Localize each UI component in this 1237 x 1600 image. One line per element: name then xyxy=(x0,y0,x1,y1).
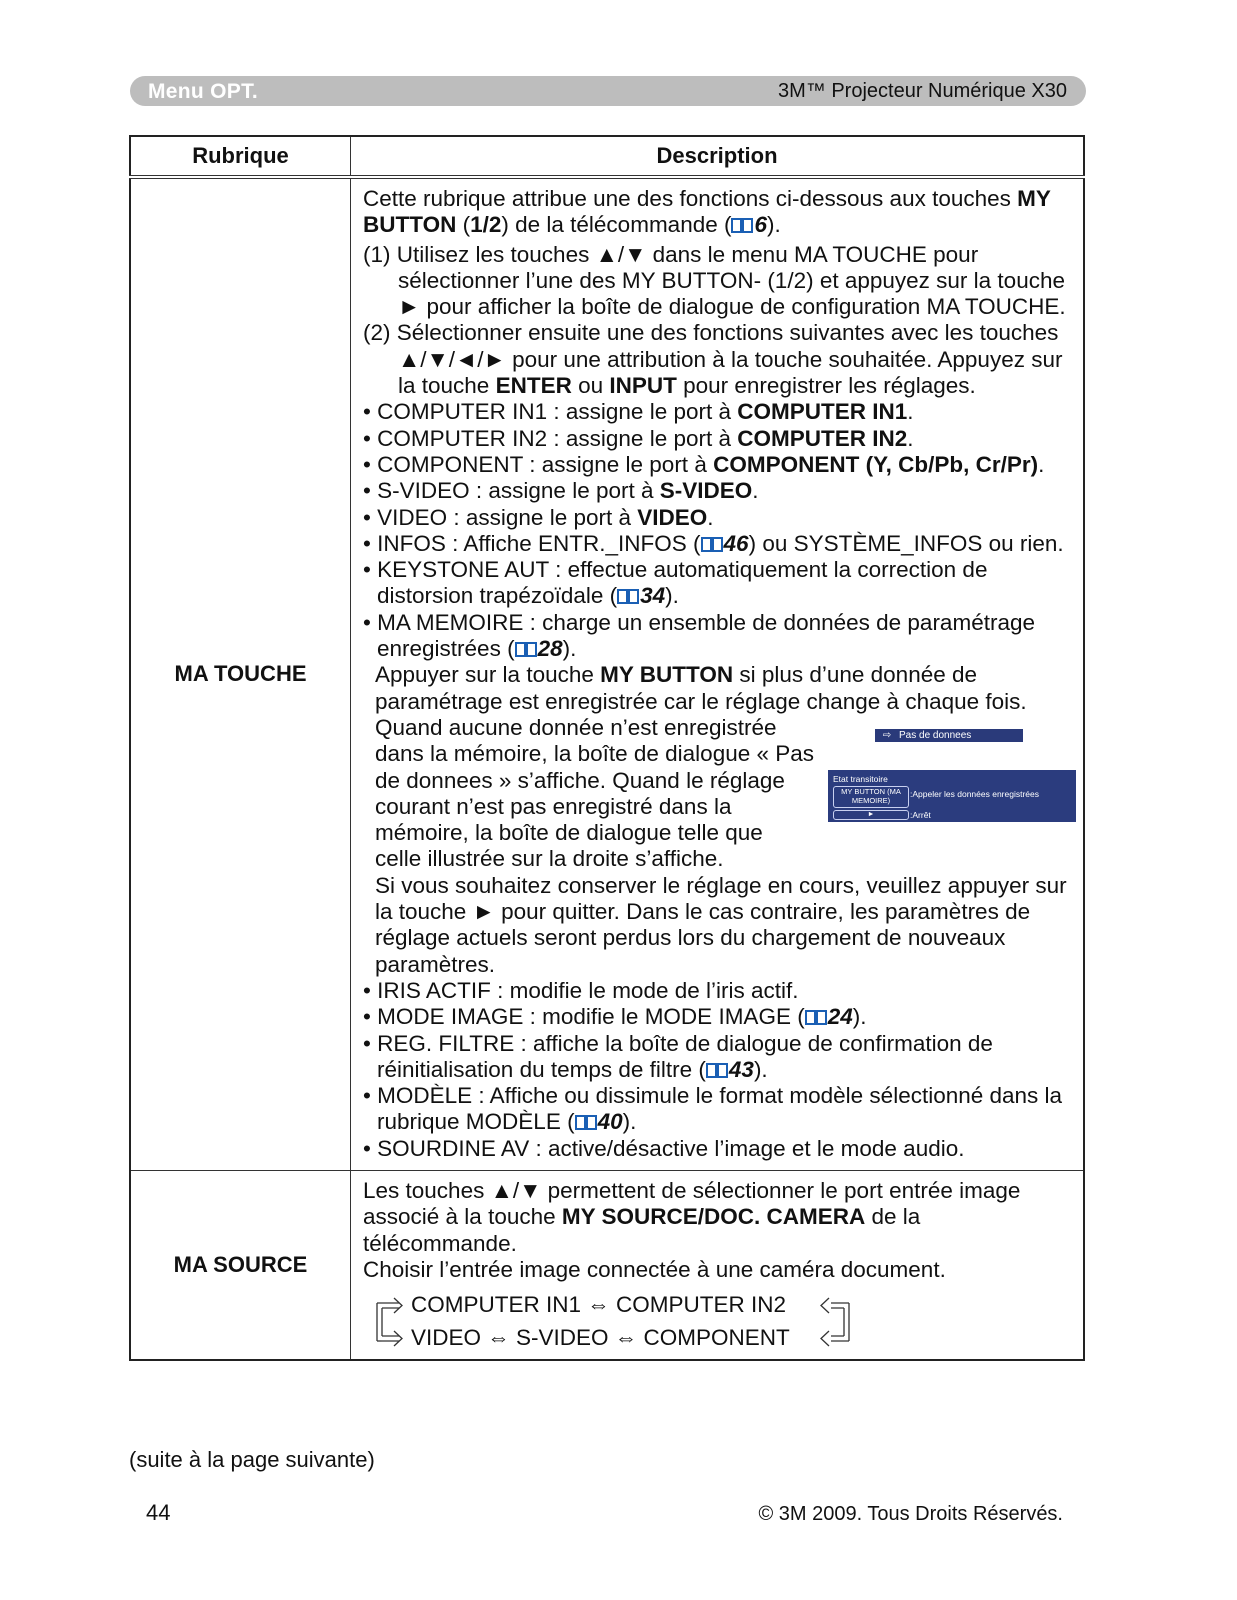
enter-arrow-icon: ⇨ xyxy=(882,729,892,741)
list-item: • COMPUTER IN1 : assigne le port à COMPUTER IN1. xyxy=(363,399,914,425)
list-item: • SOURDINE AV : active/désactive l’image et le mode audio. xyxy=(363,1135,965,1161)
page-reference[interactable]: 28 xyxy=(515,636,563,661)
transitional-state-dialog xyxy=(828,770,1076,822)
list-item: • REG. FILTRE : affiche la boîte de dialogue de confirmation de réinitialisation du temps de filtre ( 43). xyxy=(363,1030,993,1082)
page-reference[interactable]: 6 xyxy=(731,212,767,237)
cycle-line-1: COMPUTER IN1 ⇔ COMPUTER IN2 xyxy=(411,1292,787,1318)
list-item: • VIDEO : assigne le port à VIDEO. xyxy=(363,504,714,530)
right-key: ► xyxy=(833,810,909,820)
list-item: • IRIS ACTIF : modifie le mode de l’iris actif. xyxy=(363,977,799,1003)
column-header-description: Description xyxy=(351,136,1085,177)
memory-dialog-block xyxy=(363,715,1073,873)
list-item: • COMPONENT : assigne le port à COMPONENT (Y, Cb/Pb, Cr/Pr). xyxy=(363,451,1045,477)
list-item: • S-VIDEO : assigne le port à S-VIDEO. xyxy=(363,478,759,504)
page-reference[interactable]: 43 xyxy=(706,1057,754,1082)
list-item: • MODE IMAGE : modifie le MODE IMAGE ( 24). xyxy=(363,1004,867,1030)
description-ma-source xyxy=(351,1170,1085,1360)
page-number: 44 xyxy=(146,1500,171,1525)
list-item: • INFOS : Affiche ENTR._INFOS ( 46) ou SYSTÈME_INFOS ou rien. xyxy=(363,530,1064,556)
dialog-label: :Appeler les données enregistrées xyxy=(910,788,1039,799)
list-item: • MA MEMOIRE : charge un ensemble de données de paramétrage enregistrées ( 28). xyxy=(363,609,1035,662)
manual-book-icon xyxy=(575,1114,597,1131)
page-reference[interactable]: 40 xyxy=(575,1109,623,1134)
my-button-key: MY BUTTON (MA MEMOIRE) xyxy=(833,786,909,808)
table-row xyxy=(130,177,1084,1170)
cycle-line-2: VIDEO ⇔ S-VIDEO ⇔ COMPONENT xyxy=(411,1325,790,1351)
page-reference[interactable]: 46 xyxy=(701,531,749,556)
column-header-rubrique: Rubrique xyxy=(130,136,351,177)
list-item: • COMPUTER IN2 : assigne le port à COMPUTER IN2. xyxy=(363,425,914,451)
list-item: • KEYSTONE AUT : effectue automatiquement la correction de distorsion trapézoïdale ( 34). xyxy=(363,557,988,609)
source-cycle-diagram xyxy=(363,1289,1073,1351)
memory-paragraph: Appuyer sur la touche MY BUTTON si plus d’une donnée de paramétrage est enregistrée car le réglage change à chaque fois. xyxy=(375,662,1027,714)
page-reference[interactable]: 34 xyxy=(617,583,665,608)
rubrique-ma-source: MA SOURCE xyxy=(130,1170,351,1360)
copyright: © 3M 2009. Tous Droits Réservés. xyxy=(758,1503,1063,1525)
manual-book-icon xyxy=(706,1062,728,1079)
page-reference[interactable]: 24 xyxy=(805,1004,853,1029)
dialog-title: Etat transitoire xyxy=(833,773,888,784)
intro-paragraph: Cette rubrique attribue une des fonctions ci-dessous aux touches MY BUTTON (1/2) de la télécommande ( 6). xyxy=(363,186,1051,238)
manual-book-icon xyxy=(701,536,723,553)
source-paragraph: Choisir l’entrée image connectée à une caméra document. xyxy=(363,1256,946,1282)
memory-dialog-text: Quand aucune donnée n’est enregistrée dans la mémoire, la boîte de dialogue « Pas de donnees » s’affiche. Quand le réglage courant n’est pas enregistré dans la mémoire, la boîte de dialogue telle que celle illustrée sur la droite s’affiche. xyxy=(375,714,815,872)
table-header-row xyxy=(130,136,1084,177)
rubrique-ma-touche: MA TOUCHE xyxy=(130,177,351,1170)
option-table xyxy=(129,135,1085,1361)
source-paragraph: Les touches ▲/▼ permettent de sélectionner le port entrée image associé à la touche MY SOURCE/DOC. CAMERA de la télécommande. xyxy=(363,1177,1021,1256)
dialog-label: :Arrêt xyxy=(910,809,931,820)
list-item: • MODÈLE : Affiche ou dissimule le format modèle sélectionné dans la rubrique MODÈLE ( 40). xyxy=(363,1083,1063,1135)
table-row xyxy=(130,1170,1084,1360)
manual-book-icon xyxy=(805,1009,827,1026)
manual-book-icon xyxy=(515,641,537,658)
step-1: (1) Utilisez les touches ▲/▼ dans le menu MA TOUCHE pour sélectionner l’une des MY BUTTON- (1/2) et appuyez sur la touche ► pour afficher la boîte de dialogue de configuration MA TOUCHE. xyxy=(363,241,1066,320)
manual-book-icon xyxy=(731,217,753,234)
continued-note: (suite à la page suivante) xyxy=(129,1447,375,1472)
no-data-dialog: ⇨ Pas de donnees xyxy=(875,729,1023,742)
step-2: (2) Sélectionner ensuite une des fonctions suivantes avec les touches ▲/▼/◄/► pour une attribution à la touche souhaitée. Appuyez sur la touche ENTER ou INPUT pour enregistrer les réglages. xyxy=(363,320,1063,399)
document-title: 3M™ Projecteur Numérique X30 xyxy=(777,80,1067,102)
section-title: Menu OPT. xyxy=(148,80,259,103)
description-ma-touche xyxy=(351,177,1085,1170)
memory-paragraph: Si vous souhaitez conserver le réglage en cours, veuillez appuyer sur la touche ► pour quitter. Dans le cas contraire, les paramètres de réglage actuels seront perdus lors du chargement de nouveaux paramètres. xyxy=(375,872,1067,977)
manual-book-icon xyxy=(617,588,639,605)
